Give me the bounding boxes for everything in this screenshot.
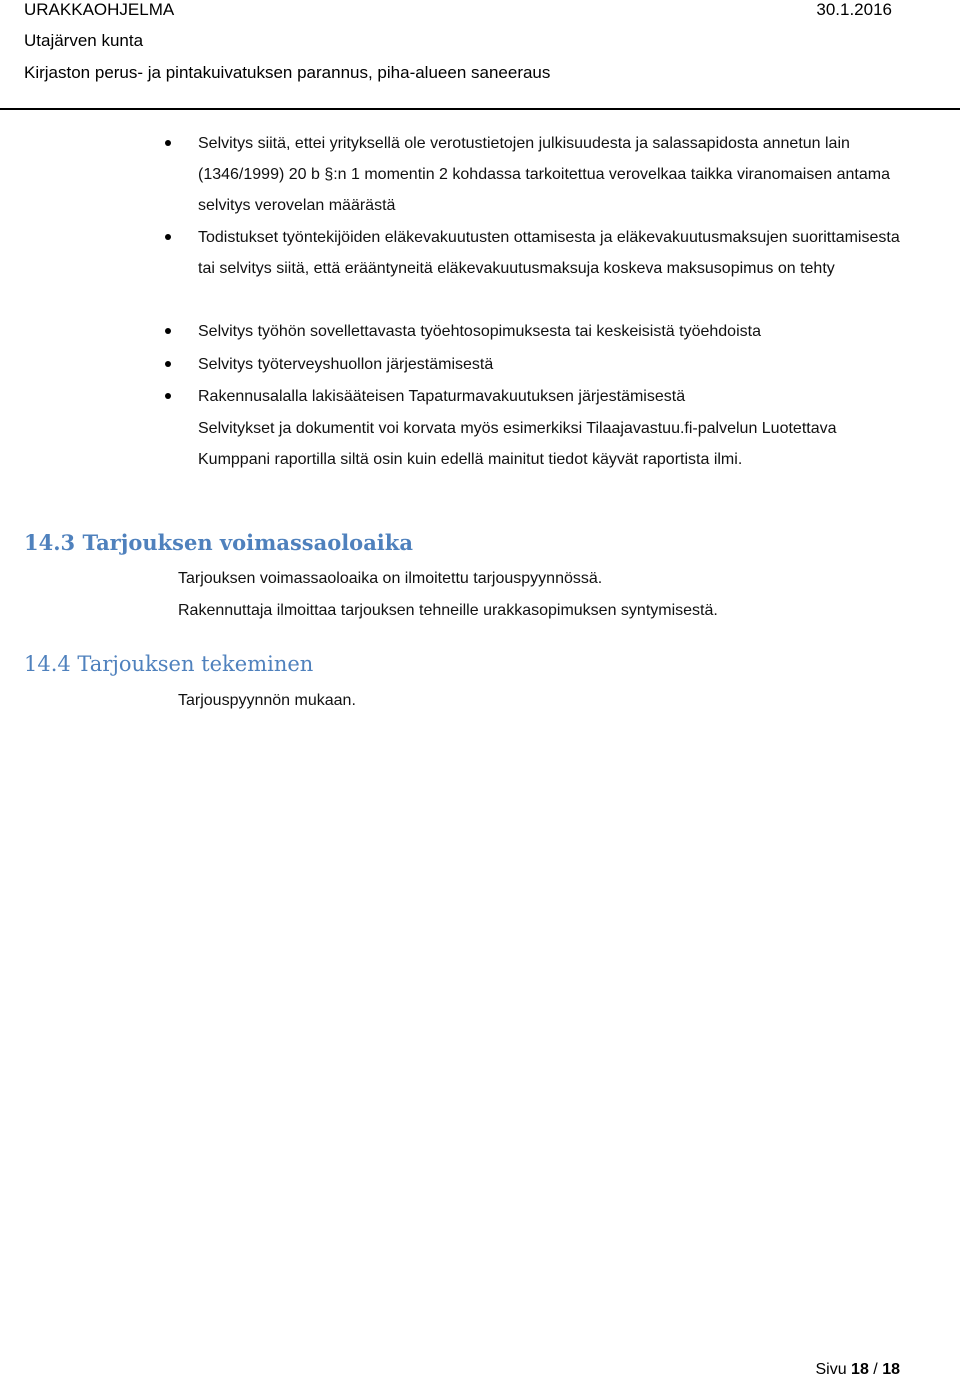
list-item [198,222,908,284]
page-number [815,1360,900,1380]
section-text: Tarjouksen voimassaoloaika on ilmoitettu tarjouspyynnössä. [178,570,603,587]
document-date: 30.1.2016 [816,0,892,19]
page-header [0,0,960,110]
bullet-icon [165,361,171,367]
bullet-icon [165,140,171,146]
list-item [198,316,908,347]
list-item-text: Selvitys työhön sovellettavasta työehtosopimuksesta tai keskeisistä työehdoista [198,323,761,340]
project-name: Kirjaston perus- ja pintakuivatuksen parannus, piha-alueen saneeraus [24,63,551,82]
list-item-text: Selvitys siitä, ettei yrityksellä ole verotustietojen julkisuudesta ja salassapidosta annetun lain (1346/1999) 20 b §:n 1 momentin 2 kohdassa tarkoitettua verovelkaa taikka viranomaisen antama selvitys verovelan määrästä [198,135,890,214]
organization-name: Utajärven kunta [24,31,144,50]
section-heading-14-3: 14.3 Tarjouksen voimassaoloaika [24,530,413,555]
header-divider [0,108,960,110]
list-item-text: Selvitys työterveyshuollon järjestämisestä [198,356,494,373]
section-text: Tarjouspyynnön mukaan. [178,692,356,709]
page-label: Sivu [815,1361,847,1378]
list-item-text: Rakennusalalla lakisääteisen Tapaturmavakuutuksen järjestämisestä [198,388,686,405]
current-page: 18 [851,1361,869,1378]
section-heading-14-4: 14.4 Tarjouksen tekeminen [24,652,314,676]
bullet-icon [165,393,171,399]
bullet-icon [165,234,171,240]
bullet-icon [165,328,171,334]
total-pages: 18 [882,1361,900,1378]
closing-paragraph: Selvitykset ja dokumentit voi korvata myös esimerkiksi Tilaajavastuu.fi-palvelun Luotettava Kumppani raportilla siltä osin kuin edellä mainitut tiedot käyvät raportista ilmi. [198,420,837,468]
list-item [198,128,908,221]
list-item-text: Todistukset työntekijöiden eläkevakuutusten ottamisesta ja eläkevakuutusmaksujen suorittamisesta tai selvitys siitä, että erääntyneitä eläkevakuutusmaksuja koskeva maksusopimus on tehty [198,229,900,277]
list-item [198,381,908,412]
list-item [198,349,908,380]
page-separator: / [873,1361,878,1378]
section-text: Rakennuttaja ilmoittaa tarjouksen tehneille urakkasopimuksen syntymisestä. [178,602,718,619]
document-title: URAKKAOHJELMA [24,0,175,19]
